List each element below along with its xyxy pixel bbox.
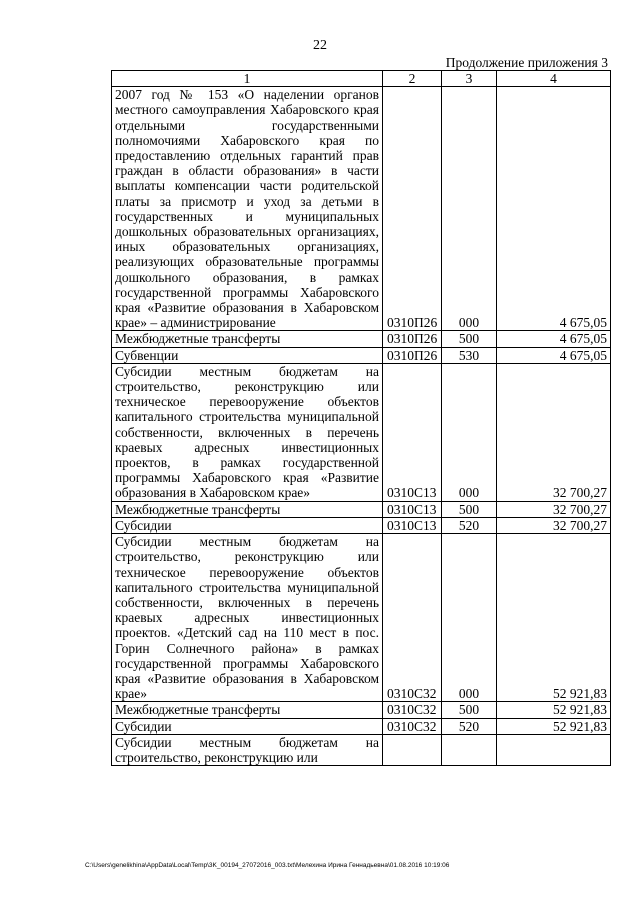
row-description: Межбюджетные трансферты bbox=[112, 501, 383, 517]
row-target-code: 0310П26 bbox=[383, 331, 442, 347]
row-description: Субсидии bbox=[112, 718, 383, 734]
row-target-code: 0310С13 bbox=[383, 501, 442, 517]
continuation-label: Продолжение приложения 3 bbox=[445, 55, 608, 70]
row-expense-type: 000 bbox=[442, 534, 497, 702]
row-description: 2007 год № 153 «О наделении органов местного самоуправления Хабаровского края отдельными государственными полномочиями Хабаровского края по предоставлению отдельных гарантий прав граждан в области образования» в части выплаты компенсации части родительской платы за присмотр и уход за детьми в государственных и муниципальных дошкольных образовательных организациях, иных образовательных организациях, реализующих образовательные программы дошкольного образования, в рамках государственной программы Хабаровского края «Развитие образования в Хабаровском крае» – администрирование bbox=[112, 87, 383, 331]
row-amount: 52 921,83 bbox=[497, 534, 611, 702]
row-description: Субсидии местным бюджетам на строительство, реконструкцию или bbox=[112, 734, 383, 765]
row-amount: 32 700,27 bbox=[497, 363, 611, 501]
row-target-code: 0310П26 bbox=[383, 347, 442, 363]
row-expense-type: 500 bbox=[442, 331, 497, 347]
row-amount: 4 675,05 bbox=[497, 347, 611, 363]
table-row bbox=[112, 534, 611, 702]
table-row bbox=[112, 363, 611, 501]
header-cell-1: 1 bbox=[112, 71, 383, 87]
page-number: 22 bbox=[313, 38, 327, 53]
row-description: Межбюджетные трансферты bbox=[112, 702, 383, 718]
table-header-row bbox=[112, 71, 611, 87]
row-target-code: 0310С32 bbox=[383, 534, 442, 702]
table-row bbox=[112, 331, 611, 347]
table-row bbox=[112, 501, 611, 517]
row-amount: 4 675,05 bbox=[497, 87, 611, 331]
row-expense-type: 500 bbox=[442, 702, 497, 718]
table-row bbox=[112, 347, 611, 363]
header-cell-4: 4 bbox=[497, 71, 611, 87]
row-amount: 52 921,83 bbox=[497, 718, 611, 734]
row-target-code bbox=[383, 734, 442, 765]
row-target-code: 0310С32 bbox=[383, 718, 442, 734]
row-description: Межбюджетные трансферты bbox=[112, 331, 383, 347]
row-description: Субсидии местным бюджетам на строительство, реконструкцию или техническое перевооружение объектов капитального строительства муниципальной собственности, включенных в перечень краевых адресных инвестиционных проектов, в рамках государственной программы Хабаровского края «Развитие образования в Хабаровском крае» bbox=[112, 363, 383, 501]
table-row bbox=[112, 517, 611, 533]
row-amount: 52 921,83 bbox=[497, 702, 611, 718]
table-row bbox=[112, 734, 611, 765]
table-row bbox=[112, 87, 611, 331]
row-expense-type: 000 bbox=[442, 363, 497, 501]
row-expense-type: 000 bbox=[442, 87, 497, 331]
row-amount: 32 700,27 bbox=[497, 501, 611, 517]
row-expense-type: 500 bbox=[442, 501, 497, 517]
row-target-code: 0310С32 bbox=[383, 702, 442, 718]
appendix-table bbox=[111, 70, 611, 766]
row-target-code: 0310С13 bbox=[383, 517, 442, 533]
row-target-code: 0310П26 bbox=[383, 87, 442, 331]
file-path-footer: C:\Users\genelikhina\AppData\Local\Temp\3K_00194_27072016_003.txt\Мелехина Ирина Геннадьевна\01.08.2016 10:19:06 bbox=[85, 862, 450, 869]
row-target-code: 0310С13 bbox=[383, 363, 442, 501]
table-row bbox=[112, 718, 611, 734]
table-row bbox=[112, 702, 611, 718]
row-amount bbox=[497, 734, 611, 765]
row-expense-type: 520 bbox=[442, 517, 497, 533]
row-description: Субсидии bbox=[112, 517, 383, 533]
row-expense-type: 530 bbox=[442, 347, 497, 363]
row-amount: 32 700,27 bbox=[497, 517, 611, 533]
header-cell-3: 3 bbox=[442, 71, 497, 87]
row-description: Субсидии местным бюджетам на строительство, реконструкцию или техническое перевооружение объектов капитального строительства муниципальной собственности, включенных в перечень краевых адресных инвестиционных проектов. «Детский сад на 110 мест в пос. Горин Солнечного района» в рамках государственной программы Хабаровского края «Развитие образования в Хабаровском крае» bbox=[112, 534, 383, 702]
row-expense-type: 520 bbox=[442, 718, 497, 734]
row-expense-type bbox=[442, 734, 497, 765]
row-description: Субвенции bbox=[112, 347, 383, 363]
header-cell-2: 2 bbox=[383, 71, 442, 87]
row-amount: 4 675,05 bbox=[497, 331, 611, 347]
